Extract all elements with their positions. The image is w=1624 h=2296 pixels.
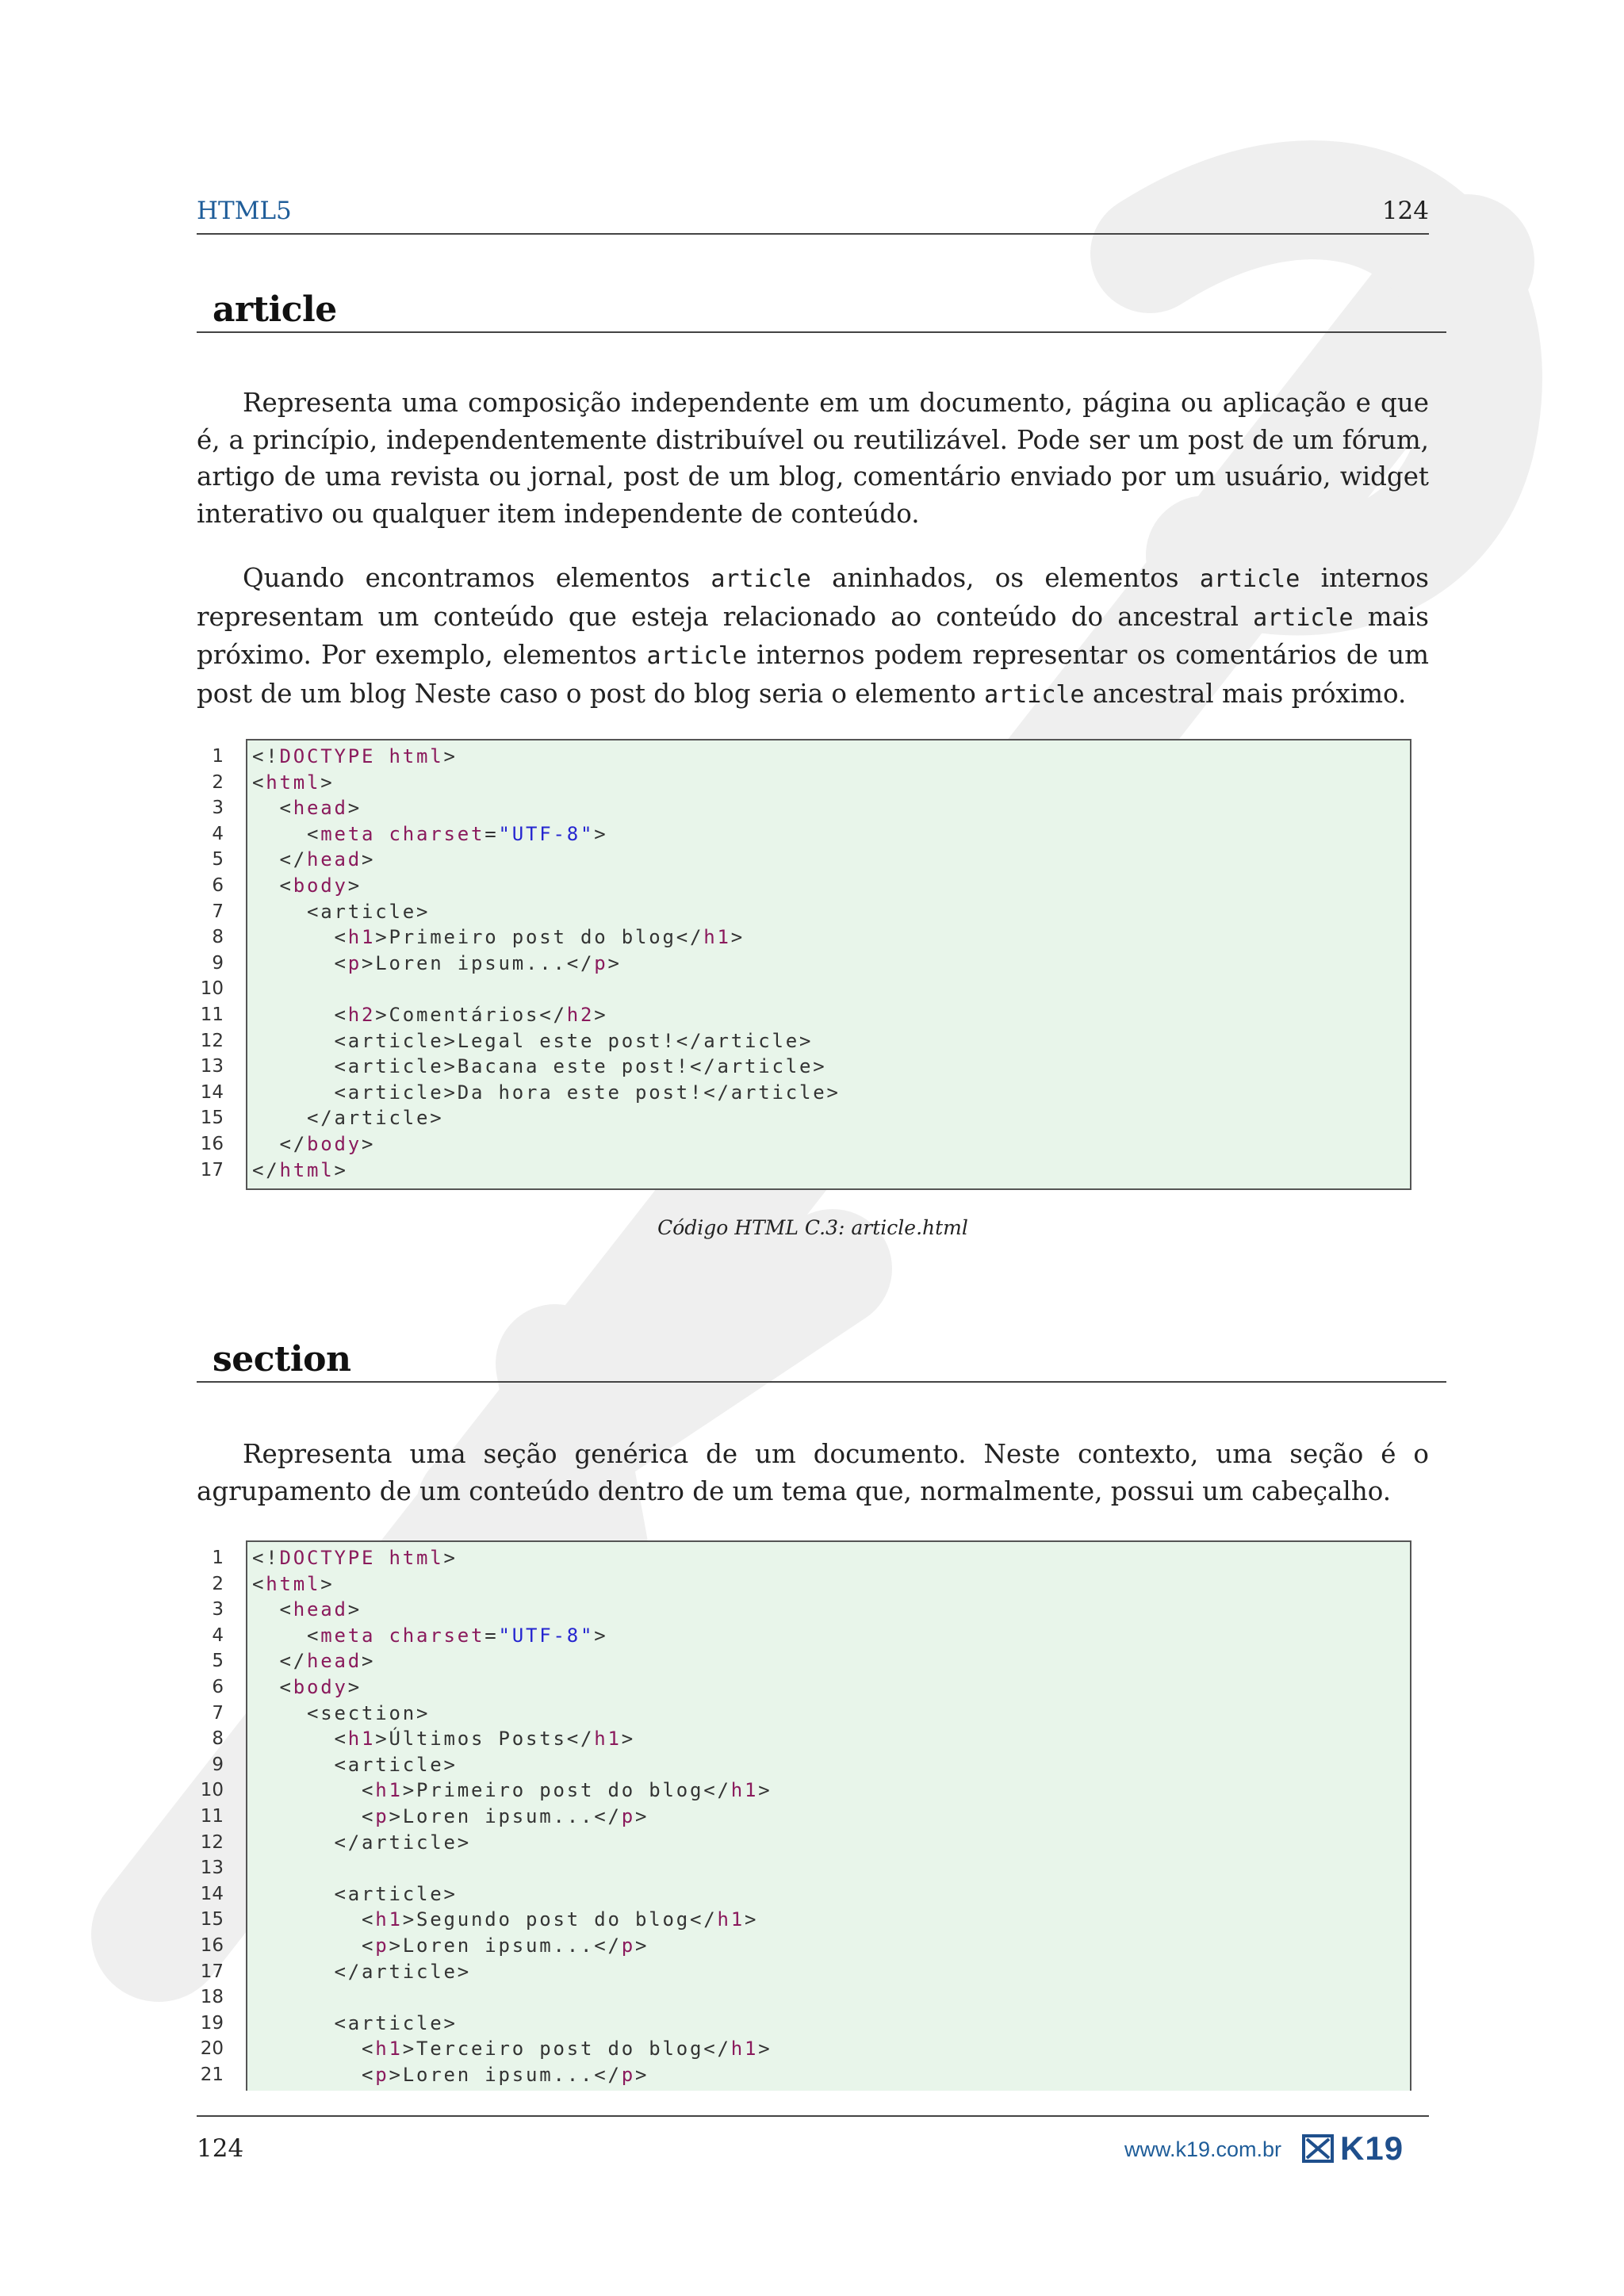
code-text: <h1>Primeiro post do blog</h1> (252, 926, 745, 949)
code-line (200, 1080, 1410, 1106)
code-line (212, 1571, 1410, 1598)
line-number: 3 (212, 1599, 224, 1621)
code-line (212, 899, 1410, 925)
paragraph-text: ancestral mais próximo. (1084, 678, 1407, 709)
line-number: 16 (200, 1934, 224, 1956)
code-line (200, 1158, 1410, 1184)
code-text: <meta charset="UTF-8"> (252, 822, 608, 845)
code-text: </article> (252, 1831, 471, 1854)
line-number: 20 (200, 2038, 224, 2060)
code-listing-article (200, 739, 1411, 1190)
code-caption: Código HTML C.3: article.html (657, 1216, 968, 1239)
code-line (212, 1726, 1410, 1752)
code-line (200, 1002, 1410, 1028)
line-number: 6 (212, 874, 224, 896)
line-number: 9 (212, 952, 224, 974)
code-text: <h2>Comentários</h2> (252, 1003, 608, 1026)
article-paragraph-2 (197, 560, 1429, 714)
line-number: 13 (200, 1858, 224, 1879)
code-text: <head> (252, 1598, 362, 1621)
code-line (212, 795, 1410, 821)
code-text: <body> (252, 874, 362, 897)
footer-url-link[interactable]: www.k19.com.br (1124, 2137, 1281, 2161)
header-title: HTML5 (197, 197, 292, 225)
code-text: <article> (252, 2011, 458, 2034)
line-number: 13 (200, 1056, 224, 1077)
section-heading-text: section (213, 1339, 351, 1380)
code-line (200, 1830, 1410, 1856)
code-line (200, 1105, 1410, 1131)
code-text: </head> (252, 848, 376, 871)
code-text: </article> (252, 1107, 444, 1130)
code-line (200, 1933, 1410, 1959)
code-line (212, 873, 1410, 899)
code-line (212, 1674, 1410, 1701)
paragraph-text: Quando encontramos elementos (243, 563, 711, 593)
code-text: <!DOCTYPE html> (252, 745, 458, 767)
code-text: <body> (252, 1675, 362, 1698)
code-line (212, 1623, 1410, 1649)
section-paragraph-1 (197, 1436, 1429, 1510)
code-text: <h1>Últimos Posts</h1> (252, 1728, 635, 1751)
code-line (200, 2036, 1410, 2062)
code-line (200, 2011, 1410, 2037)
code-line (200, 1855, 1410, 1881)
code-line (212, 770, 1410, 796)
code-line (212, 821, 1410, 848)
inline-code: article (984, 680, 1085, 709)
k19-logo-text: K19 (1340, 2130, 1404, 2167)
line-number: 1 (212, 746, 224, 767)
code-line (212, 1701, 1410, 1727)
inline-code: article (1253, 603, 1354, 632)
code-text: <p>Loren ipsum...</p> (252, 1804, 649, 1827)
paragraph-text: internos representam um conteúdo que esteja relacionado ao conteúdo do ancestral (197, 563, 1429, 632)
code-line (200, 976, 1410, 1002)
code-line (200, 1804, 1410, 1830)
code-text: <p>Loren ipsum...</p> (252, 951, 622, 974)
line-number: 6 (212, 1676, 224, 1697)
code-text: <head> (252, 797, 362, 820)
line-number: 8 (212, 1728, 224, 1750)
line-number: 2 (212, 771, 224, 793)
line-number: 4 (212, 1624, 224, 1646)
code-text: </html> (252, 1158, 348, 1181)
code-line (212, 924, 1410, 951)
line-number: 17 (200, 1159, 224, 1181)
header-page-number: 124 (1381, 197, 1429, 225)
line-number: 15 (200, 1909, 224, 1931)
code-text: <article> (252, 1753, 458, 1776)
line-number: 10 (200, 1780, 224, 1801)
code-text: <h1>Segundo post do blog</h1> (252, 1908, 759, 1931)
line-number: 15 (200, 1108, 224, 1129)
line-number: 17 (200, 1961, 224, 1982)
code-line (212, 744, 1410, 770)
code-line (212, 847, 1410, 873)
code-line (212, 1648, 1410, 1674)
article-paragraph-1 (197, 385, 1429, 532)
code-line (200, 1777, 1410, 1804)
line-number: 19 (200, 2012, 224, 2034)
code-text: </article> (252, 1960, 471, 1983)
page-header (197, 193, 1429, 235)
k19-logo (1302, 2131, 1429, 2166)
code-line (200, 1907, 1410, 1933)
inline-code: article (710, 565, 811, 593)
code-line (200, 2062, 1410, 2088)
code-text: <p>Loren ipsum...</p> (252, 1934, 649, 1957)
code-listing-section (200, 1540, 1411, 2091)
line-number: 18 (200, 1987, 224, 2008)
code-text: <!DOCTYPE html> (252, 1547, 458, 1569)
code-text: <meta charset="UTF-8"> (252, 1624, 608, 1647)
code-line (200, 1984, 1410, 2011)
paragraph-text: mais próximo. Por exemplo, elementos (197, 601, 1429, 670)
line-number: 9 (212, 1754, 224, 1775)
line-number: 21 (200, 2064, 224, 2085)
code-text: <p>Loren ipsum...</p> (252, 2063, 649, 2086)
code-text: </head> (252, 1650, 376, 1673)
line-number: 3 (212, 798, 224, 819)
section-heading-section (197, 1335, 1446, 1383)
line-number: 7 (212, 1702, 224, 1724)
line-number: 14 (200, 1883, 224, 1904)
code-line (200, 1054, 1410, 1080)
code-text: <article>Bacana este post!</article> (252, 1055, 827, 1078)
line-number: 12 (200, 1030, 224, 1051)
code-text: <article> (252, 1882, 458, 1905)
code-text: </body> (252, 1132, 376, 1155)
section-heading-text: article (213, 289, 337, 330)
line-number: 11 (200, 1805, 224, 1827)
code-text: <html> (252, 1572, 335, 1595)
inline-code: article (1199, 565, 1300, 593)
code-line (200, 1959, 1410, 1985)
line-number: 5 (212, 1651, 224, 1672)
line-number: 16 (200, 1133, 224, 1154)
code-line (200, 1028, 1410, 1054)
code-line (212, 951, 1410, 977)
line-number: 5 (212, 849, 224, 871)
paragraph-text: Representa uma composição independente em um documento, página ou aplicação e que é, a princípio, independentemente distribuível ou reutilizável. Pode ser um post de um fórum, artigo de uma revista ou jornal, post de um blog, comentário enviado por um usuário, widget interativo ou qualquer item independente de conteúdo. (197, 388, 1429, 529)
footer-page-number: 124 (197, 2134, 244, 2163)
code-line (212, 1545, 1410, 1571)
line-number: 11 (200, 1004, 224, 1025)
inline-code: article (646, 642, 747, 670)
code-text: <article> (252, 900, 431, 923)
page-footer (197, 2115, 1429, 2172)
code-line (212, 1597, 1410, 1623)
paragraph-text: Representa uma seção genérica de um documento. Neste contexto, uma seção é o agrupamento de um conteúdo dentro de um tema que, normalmente, possui um cabeçalho. (197, 1439, 1429, 1506)
code-text: <h1>Primeiro post do blog</h1> (252, 1779, 772, 1802)
paragraph-text: aninhados, os elementos (810, 563, 1200, 593)
line-number: 14 (200, 1081, 224, 1103)
code-line (212, 1752, 1410, 1778)
code-text: <h1>Terceiro post do blog</h1> (252, 2038, 772, 2061)
section-heading-article (197, 285, 1446, 333)
line-number: 2 (212, 1573, 224, 1594)
line-number: 12 (200, 1831, 224, 1853)
code-line (200, 1131, 1410, 1158)
code-text: <article>Legal este post!</article> (252, 1029, 814, 1052)
line-number: 7 (212, 901, 224, 922)
line-number: 1 (212, 1548, 224, 1568)
line-number: 10 (200, 978, 224, 1000)
paragraph-text: internos podem representar os comentários de um post de um blog Neste caso o post do blog seria o elemento (197, 640, 1429, 709)
code-text: <section> (252, 1701, 431, 1724)
code-text: <html> (252, 771, 335, 794)
line-number: 4 (212, 823, 224, 844)
line-number: 8 (212, 927, 224, 948)
code-line (200, 1881, 1410, 1908)
code-text: <article>Da hora este post!</article> (252, 1081, 841, 1104)
